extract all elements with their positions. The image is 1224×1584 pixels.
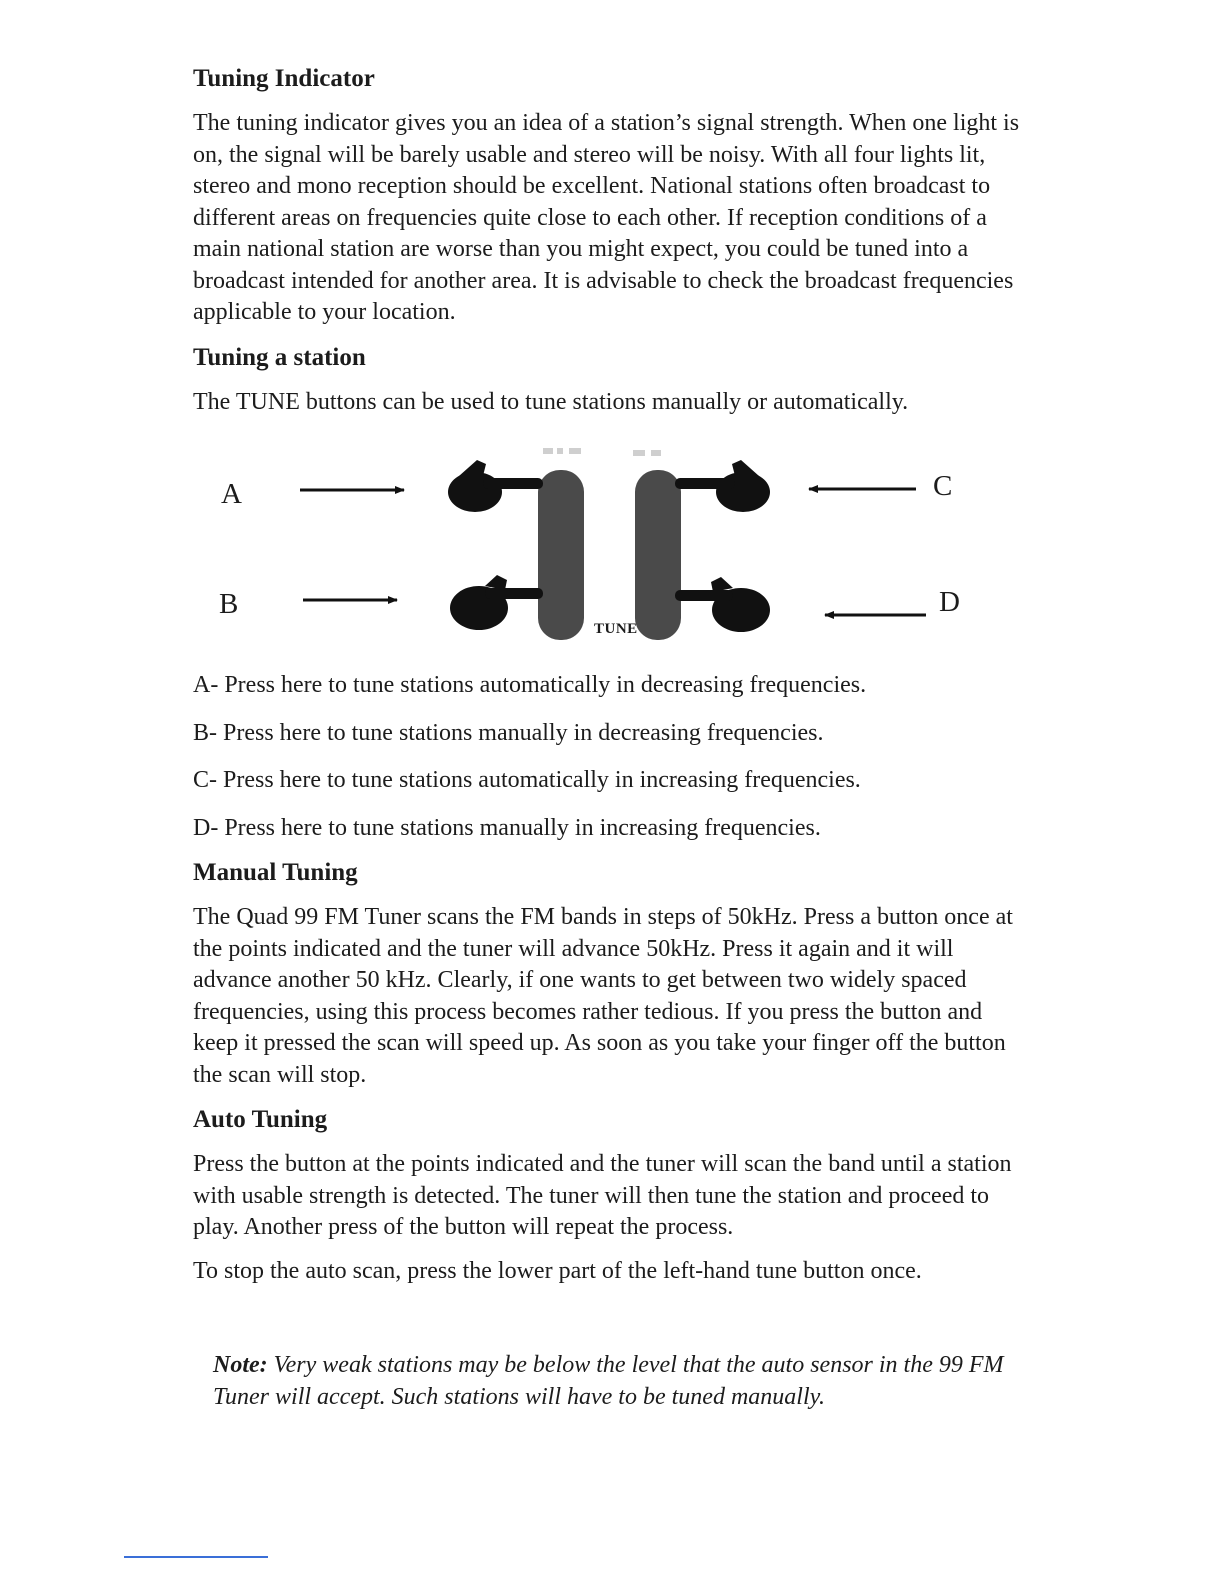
tune-buttons-diagram <box>193 438 1033 664</box>
auto-tuning-paragraph-2: To stop the auto scan, press the lower part of the left-hand tune button once. <box>193 1257 922 1284</box>
tune-label: TUNE <box>594 621 638 637</box>
heading-auto-tuning: Auto Tuning <box>193 1106 328 1133</box>
right-tune-button[interactable] <box>635 470 681 640</box>
label-a: A <box>221 478 242 510</box>
heading-tuning-a-station: Tuning a station <box>193 343 366 371</box>
instruction-a: A- Press here to tune stations automatically in decreasing frequencies. <box>193 672 867 698</box>
page-content <box>193 62 1033 1413</box>
instruction-b: B- Press here to tune stations manually in decreasing frequencies. <box>193 719 824 746</box>
pointing-hand-b-icon <box>450 575 543 630</box>
pointing-hand-c-icon <box>675 460 770 512</box>
note-box <box>213 1349 1033 1413</box>
label-b: B <box>219 588 239 620</box>
tuning-indicator-paragraph: The tuning indicator gives you an idea of a station’s signal strength. When one light is on, the signal will be barely usable and stereo will be noisy. With all four lights lit, stereo and mono reception should be excellent. National stations often broadcast to different areas on frequencies quite close to each other. If reception conditions of a main national station are worse than you might expect, you could be tuned into a broadcast intended for another area. It is advisable to check the broadcast frequencies applicable to your location. <box>193 110 1020 325</box>
tuning-station-paragraph: The TUNE buttons can be used to tune stations manually or automatically. <box>193 388 909 415</box>
footer-rule <box>124 1556 268 1558</box>
left-tune-button[interactable] <box>538 470 584 640</box>
label-d: D <box>939 586 960 618</box>
pointing-hand-a-icon <box>448 460 543 512</box>
auto-tuning-paragraph-1: Press the button at the points indicated and the tuner will scan the band until a station with usable strength is detected. The tuner will then tune the station and proceed to play. Another press of the button will repeat the process. <box>193 1151 1012 1240</box>
instruction-c: C- Press here to tune stations automatically in increasing frequencies. <box>193 767 861 793</box>
instruction-d: D- Press here to tune stations manually in increasing frequencies. <box>193 814 821 841</box>
manual-tuning-paragraph: The Quad 99 FM Tuner scans the FM bands in steps of 50kHz. Press a button once at the points indicated and the tuner will advance 50kHz. Press it again and it will advance another 50 kHz. Clearly, if one wants to get between two widely spaced frequencies, using this process becomes rather tedious. If you press the button and keep it pressed the scan will speed up. As soon as you take your finger off the button the scan will stop. <box>193 904 1013 1088</box>
note-text: Very weak stations may be below the level that the auto sensor in the 99 FM Tuner will accept. Such stations will have to be tuned manually. <box>213 1352 1004 1410</box>
heading-manual-tuning: Manual Tuning <box>193 859 358 886</box>
label-c: C <box>933 470 953 502</box>
note-label: Note: <box>213 1352 268 1378</box>
heading-tuning-indicator: Tuning Indicator <box>193 65 375 92</box>
pointing-hand-d-icon <box>675 577 770 632</box>
